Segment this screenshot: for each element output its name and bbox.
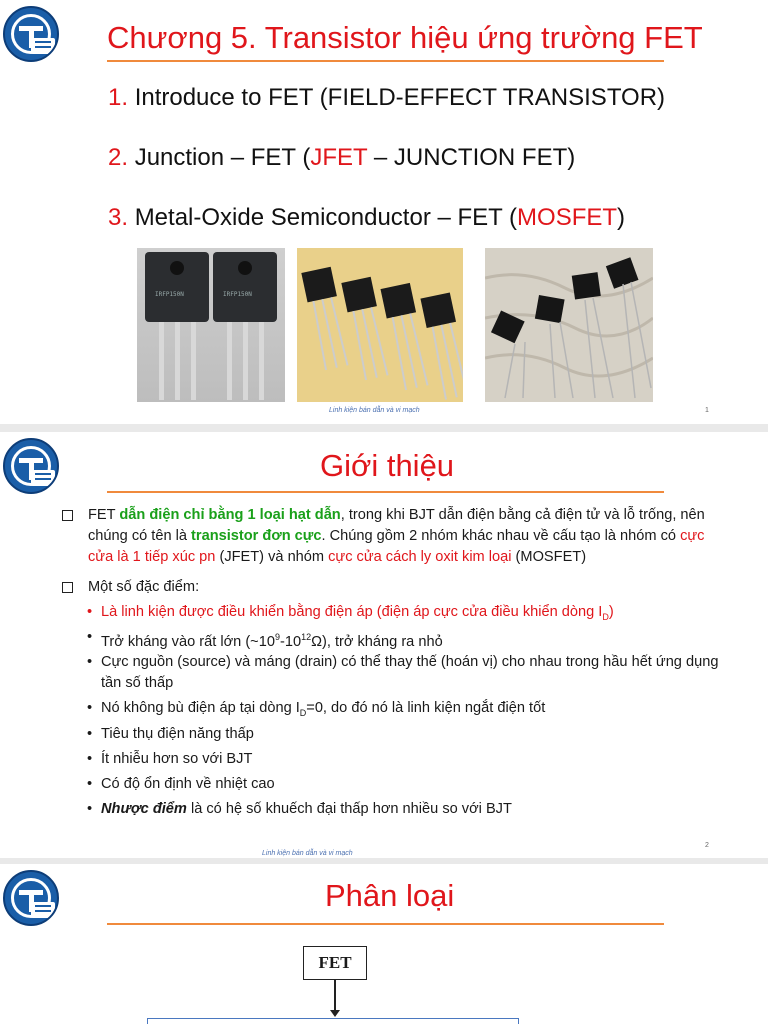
feature-item-2: • Trở kháng vào rất lớn $(\sim 10^9-10^{12}\Omega)$, trở kháng ra nhỏ xyxy=(87,629,443,650)
feature-item-1: • Là linh kiện được điều khiển bằng điện áp (điện áp cực cửa điều khiển dòng $I_D$) xyxy=(87,604,614,622)
toc-item-1: 1. Introduce to FET (FIELD-EFFECT TRANSISTOR) xyxy=(108,84,666,111)
university-logo-icon xyxy=(3,870,59,926)
slide-1-title: Chương 5. Transistor hiệu ứng trường FET xyxy=(107,20,703,55)
photo-power-mosfet xyxy=(137,248,285,402)
slide-1-footer: Linh kiện bán dẫn và vi mạch xyxy=(329,407,420,414)
arrow-line xyxy=(334,980,336,1014)
slide-2 xyxy=(0,432,768,857)
feature-item-5: • Tiêu thụ điện năng thấp xyxy=(87,726,254,742)
feature-item-3: • Cực nguồn (source) và máng (drain) có thể thay thế (hoán vị) cho nhau trong hầu hết ứng dụng tần số thấp xyxy=(87,654,719,691)
fet-root-node: FET xyxy=(303,946,367,980)
photo-label-1b: IRFP150N xyxy=(223,291,252,298)
slide-2-page-number: 2 xyxy=(705,842,709,849)
feature-item-4: • Nó không bù điện áp tại dòng $I_D=0$, do đó nó là linh kiện ngắt điện tốt xyxy=(87,700,546,718)
slide-1 xyxy=(0,0,768,424)
title-underline xyxy=(107,60,664,62)
slide-1-page-number: 1 xyxy=(705,407,709,414)
classification-box xyxy=(147,1018,519,1024)
title-underline xyxy=(107,923,664,925)
feature-item-6: • Ít nhiễu hơn so với BJT xyxy=(87,751,253,767)
arrow-down-icon xyxy=(330,1010,340,1017)
toc-item-3: 3. Metal-Oxide Semiconductor – FET (MOSFET) xyxy=(108,204,626,231)
feature-item-8: • Nhược điểm là có hệ số khuếch đại thấp hơn nhiều so với BJT xyxy=(87,801,512,817)
feature-item-7: • Có độ ổn định về nhiệt cao xyxy=(87,776,275,792)
slide-2-title: Giới thiệu xyxy=(320,448,455,483)
slide-2-footer: Linh kiện bán dẫn và vi mạch xyxy=(262,850,353,857)
toc-item-2: 2. Junction – FET (JFET – JUNCTION FET) xyxy=(108,144,576,171)
slide-3-title: Phân loại xyxy=(325,878,455,913)
slide-divider xyxy=(0,424,768,432)
university-logo-icon xyxy=(3,6,59,62)
university-logo-icon xyxy=(3,438,59,494)
title-underline xyxy=(107,491,664,493)
features-heading: Một số đặc điểm: xyxy=(88,579,200,595)
intro-paragraph: FET dẫn điện chỉ bằng 1 loại hạt dẫn, trong khi BJT dẫn điện bằng cả điện tử và lỗ trống, nên chúng có tên là transistor đơn cực. Chúng gồm 2 nhóm khác nhau về cấu tạo là nhóm có cực cửa là 1 tiếp xúc pn (JFET) và nhóm cực cửa cách ly oxit kim loại (MOSFET) xyxy=(88,507,705,565)
photo-jfet xyxy=(297,248,463,402)
photo-small-mosfet xyxy=(485,248,653,402)
photo-label-1: IRFP150N xyxy=(155,291,184,298)
